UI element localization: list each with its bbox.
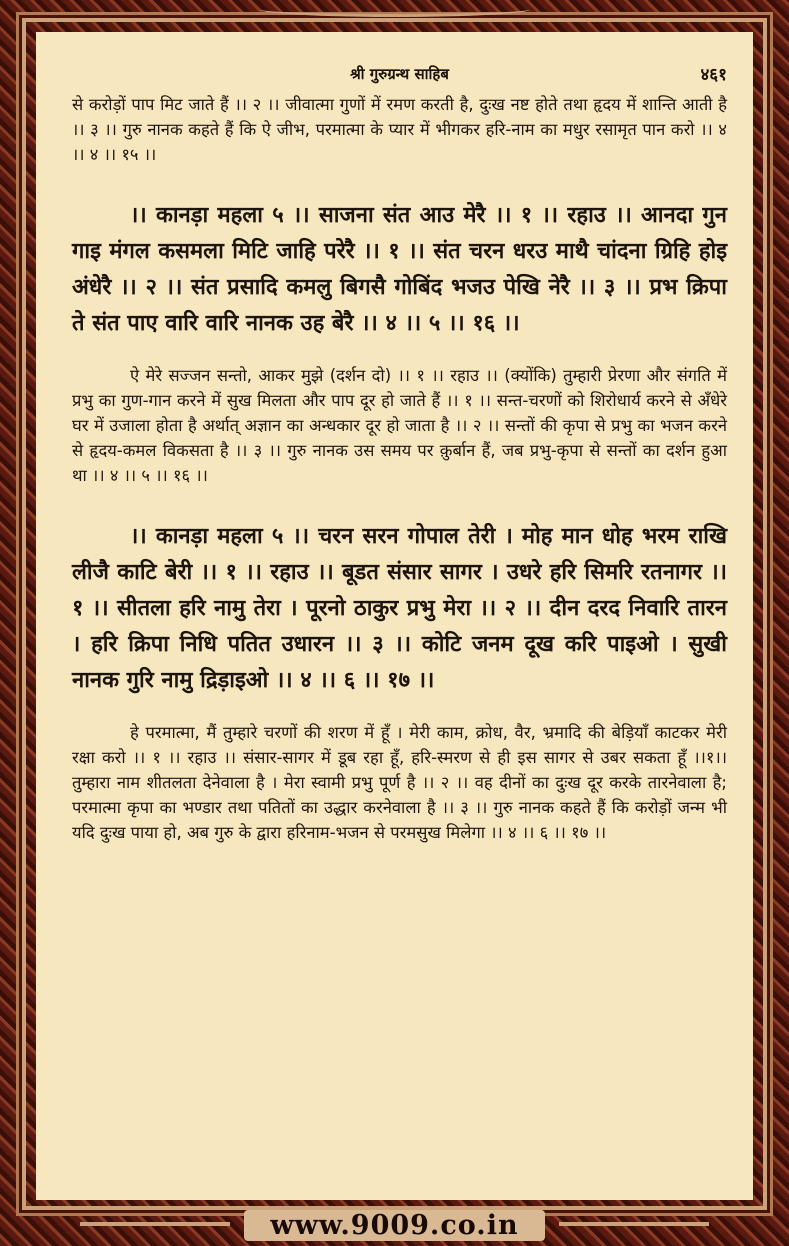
page-footer	[0, 1208, 789, 1242]
top-flourish-ornament	[260, 2, 530, 17]
translation-paragraph-1: से करोड़ों पाप मिट जाते हैं ।। २ ।। जीवात्मा गुणों में रमण करती है, दुःख नष्ट होते तथा हृदय में शान्ति आती है ।। ३ ।। गुरु नानक कहते हैं कि ऐ जीभ, परमात्मा के प्यार में भीगकर हरि-नाम का मधुर रसामृत पान करो ।। ४ ।। ४ ।। १५ ।।	[72, 95, 727, 164]
translation-paragraph-2: ऐ मेरे सज्जन सन्तो, आकर मुझे (दर्शन दो) ।। १ ।। रहाउ ।। (क्योंकि) तुम्हारी प्रेरणा और संगति में प्रभु का गुण-गान करने में सुख मिलता और पाप दूर हो जाते हैं ।। १ ।। सन्त-चरणों को शिरोधार्य करने से अँधेरे घर में उजाला होता है अर्थात् अज्ञान का अन्धकार दूर हो जाता है ।। २ ।। सन्तों की कृपा से प्रभु का भजन करने से हृदय-कमल विकसता है ।। ३ ।। गुरु नानक उस समय पर क़ुर्बान हैं, जब प्रभु-कृपा से सन्तों का दर्शन हुआ था ।। ४ ।। ५ ।। १६ ।।	[72, 366, 727, 485]
translation-paragraph-3: हे परमात्मा, मैं तुम्हारे चरणों की शरण में हूँ । मेरी काम, क्रोध, वैर, भ्रमादि की बेड़ियाँ काटकर मेरी रक्षा करो ।। १ ।। रहाउ ।। संसार-सागर में डूब रहा हूँ, हरि-स्मरण से ही इस सागर से उबर सकता हूँ ।।१।। तुम्हारा नाम शीतलता देनेवाला है । मेरा स्वामी प्रभु पूर्ण है ।। २ ।। वह दीनों का दुःख दूर करके तारनेवाला है; परमात्मा कृपा का भण्डार तथा पतितों का उद्धार करनेवाला है ।। ३ ।। गुरु नानक कहते हैं कि करोड़ों जन्म भी यदि दुःख पाया हो, अब गुरु के द्वारा हरिनाम-भजन से परमसुख मिलेगा ।। ४ ।। ६ ।। १७ ।।	[72, 723, 727, 842]
page-header	[72, 62, 727, 92]
gurbani-verse-1: ।। कानड़ा महला ५ ।। साजना संत आउ मेरै ।। १ ।। रहाउ ।। आनदा गुन गाइ मंगल कसमला मिटि जाहि परेरै ।। १ ।। संत चरन धरउ माथै चांदना ग्रिहि होइ अंधेरै ।। २ ।। संत प्रसादि कमलु बिगसै गोबिंद भजउ पेखि नेरै ।। ३ ।। प्रभ क्रिपा ते संत पाए वारि वारि नानक उह बेरै ।। ४ ।। ५ ।। १६ ।।	[72, 202, 728, 336]
page-title: श्री गुरुग्रन्थ साहिब	[350, 65, 449, 83]
gurbani-verse-2: ।। कानड़ा महला ५ ।। चरन सरन गोपाल तेरी । मोह मान धोह भरम राखि लीजै काटि बेरी ।। १ ।। रहाउ ।। बूडत संसार सागर । उधरे हरि सिमरि रतनागर ।। १ ।। सीतला हरि नामु तेरा । पूरनो ठाकुर प्रभु मेरा ।। २ ।। दीन दरद निवारि तारन । हरि क्रिपा निधि पतित उधारन ।। ३ ।। कोटि जनम दूख करि पाइओ । सुखी नानक गुरि नामु द्रिड़ाइओ ।। ४ ।। ६ ।। १७ ।।	[72, 523, 727, 693]
footer-ornament-left	[80, 1222, 230, 1226]
scripture-page	[36, 32, 753, 1200]
footer-ornament-right	[559, 1222, 709, 1226]
website-url[interactable]: www.9009.co.in	[244, 1210, 544, 1241]
page-number: ४६१	[700, 65, 727, 85]
